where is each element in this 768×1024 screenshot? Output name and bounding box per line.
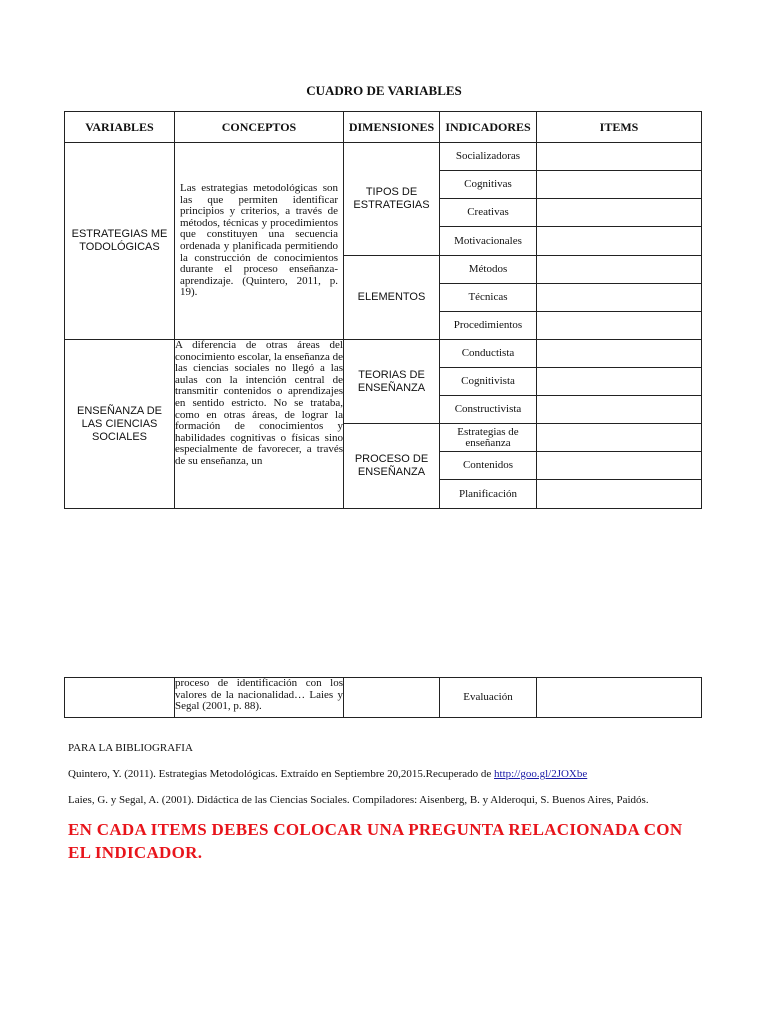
concept-text: A diferencia de otras áreas del conocimiento escolar, la enseñanza de las ciencias sociales no llegó a las aulas con la intención central de transmitir contenidos o aprendizajes en sentido estricto. No se trataba, como en otras áreas, de lograr la formación de conocimientos y habilidades cognitivas o físicas sino especialmente de favorecer, a través de su enseñanza, un	[175, 340, 344, 509]
item-cell[interactable]	[537, 340, 702, 368]
document-title: CUADRO DE VARIABLES	[306, 83, 462, 98]
item-cell[interactable]	[537, 171, 702, 199]
header-dimensiones: DIMENSIONES	[344, 112, 440, 143]
item-cell[interactable]	[537, 368, 702, 396]
header-variables: VARIABLES	[65, 112, 175, 143]
variables-table	[64, 111, 702, 509]
indicator-cell: Estrategias de enseñanza	[440, 424, 537, 452]
variable-name: ENSEÑANZA DE LAS CIENCIAS SOCIALES	[65, 340, 175, 509]
bibliography-heading: PARA LA BIBLIOGRAFIA	[68, 742, 193, 754]
indicator-cell: Procedimientos	[440, 312, 537, 340]
continuation-table	[64, 677, 702, 718]
indicator-cell: Socializadoras	[440, 143, 537, 171]
indicator-cell: Métodos	[440, 256, 537, 284]
item-cell[interactable]	[537, 424, 702, 452]
concept-text: Las estrategias metodológicas son las que permiten identificar principios y criterios, a través de métodos, técnicas y procedimientos que constituyen una secuencia ordenada y planificada permitiendo la construcción de conocimientos durante el proceso enseñanza-aprendizaje. (Quintero, 2011, p. 19).	[175, 143, 344, 340]
instruction-note: EN CADA ITEMS DEBES COLOCAR UNA PREGUNTA RELACIONADA CON EL INDICADOR.	[68, 820, 683, 862]
item-cell[interactable]	[537, 312, 702, 340]
indicator-cell: Conductista	[440, 340, 537, 368]
header-conceptos: CONCEPTOS	[175, 112, 344, 143]
item-cell[interactable]	[537, 284, 702, 312]
indicator-cell: Evaluación	[440, 678, 537, 718]
item-cell[interactable]	[537, 143, 702, 171]
indicator-cell: Creativas	[440, 199, 537, 227]
indicator-cell: Cognitivas	[440, 171, 537, 199]
item-cell[interactable]	[537, 199, 702, 227]
item-cell[interactable]	[537, 480, 702, 509]
item-cell[interactable]	[537, 227, 702, 256]
reference-quintero	[68, 768, 587, 780]
dimension-name: PROCESO DE ENSEÑANZA	[344, 424, 440, 509]
variable-cell	[65, 678, 175, 718]
item-cell[interactable]	[537, 678, 702, 718]
header-indicadores: INDICADORES	[440, 112, 537, 143]
reference-laies: Laies, G. y Segal, A. (2001). Didáctica de las Ciencias Sociales. Compiladores: Aisenberg, B. y Alderoqui, S. Buenos Aires, Paidós.	[68, 794, 649, 806]
item-cell[interactable]	[537, 396, 702, 424]
indicator-cell: Planificación	[440, 480, 537, 509]
dimension-name: TIPOS DE ESTRATEGIAS	[344, 143, 440, 256]
indicator-cell: Técnicas	[440, 284, 537, 312]
item-cell[interactable]	[537, 452, 702, 480]
dimension-name: TEORIAS DE ENSEÑANZA	[344, 340, 440, 424]
variable-name: ESTRATEGIAS METODOLÓGICAS	[65, 143, 175, 340]
indicator-cell: Cognitivista	[440, 368, 537, 396]
indicator-cell: Constructivista	[440, 396, 537, 424]
concept-text: proceso de identificación con los valores de la nacionalidad… Laies y Segal (2001, p. 88).	[175, 678, 344, 718]
indicator-cell: Motivacionales	[440, 227, 537, 256]
item-cell[interactable]	[537, 256, 702, 284]
reference-link[interactable]: http://goo.gl/2JOXbe	[494, 768, 588, 780]
indicator-cell: Contenidos	[440, 452, 537, 480]
dimension-name: ELEMENTOS	[344, 256, 440, 340]
dimension-cell	[344, 678, 440, 718]
header-items: ITEMS	[537, 112, 702, 143]
reference-text: Quintero, Y. (2011). Estrategias Metodológicas. Extraído en Septiembre 20,2015.Recuperado de	[68, 768, 495, 780]
